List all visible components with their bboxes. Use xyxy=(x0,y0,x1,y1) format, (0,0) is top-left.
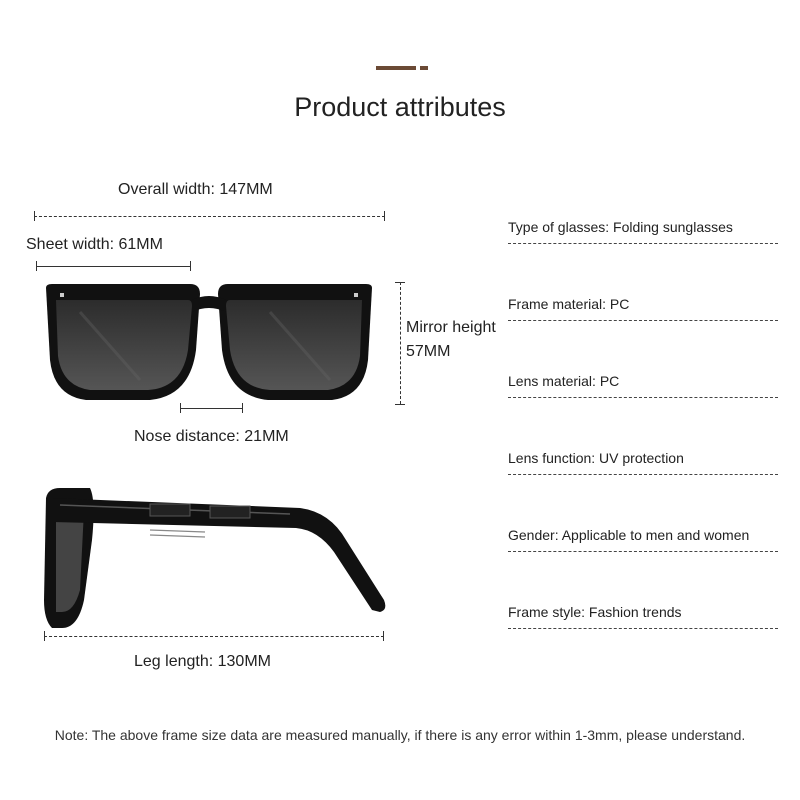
mirror-height-value: 57MM xyxy=(406,343,451,360)
attribute-item xyxy=(508,219,778,244)
attribute-item xyxy=(508,450,778,475)
attribute-item xyxy=(508,527,778,552)
mirror-height-line xyxy=(400,282,401,404)
title-accent-bar xyxy=(376,66,416,70)
overall-width-label: Overall width: 147MM xyxy=(118,181,273,198)
sheet-width-label: Sheet width: 61MM xyxy=(26,236,163,253)
attribute-divider xyxy=(508,243,778,244)
attribute-item xyxy=(508,373,778,398)
attribute-divider xyxy=(508,320,778,321)
attribute-text: Lens material: PC xyxy=(508,373,620,389)
leg-length-line xyxy=(44,636,384,637)
sheet-width-line xyxy=(36,266,191,267)
attribute-item xyxy=(508,296,778,321)
attribute-divider xyxy=(508,397,778,398)
page-title: Product attributes xyxy=(294,92,506,122)
attribute-text: Frame style: Fashion trends xyxy=(508,604,682,620)
attribute-text: Type of glasses: Folding sunglasses xyxy=(508,219,733,235)
leg-length-label: Leg length: 130MM xyxy=(134,653,271,670)
nose-distance-line xyxy=(180,408,243,409)
measurement-note: Note: The above frame size data are measured manually, if there is any error within 1-3mm, please understand. xyxy=(54,727,746,743)
attribute-text: Gender: Applicable to men and women xyxy=(508,527,750,543)
attribute-divider xyxy=(508,628,778,629)
mirror-height-label: Mirror height xyxy=(406,319,496,336)
attribute-item xyxy=(508,604,778,629)
nose-distance-label: Nose distance: 21MM xyxy=(134,428,289,445)
attribute-text: Frame material: PC xyxy=(508,296,630,312)
attribute-divider xyxy=(508,551,778,552)
attribute-text: Lens function: UV protection xyxy=(508,450,684,466)
overall-width-line xyxy=(34,216,385,217)
attribute-divider xyxy=(508,474,778,475)
